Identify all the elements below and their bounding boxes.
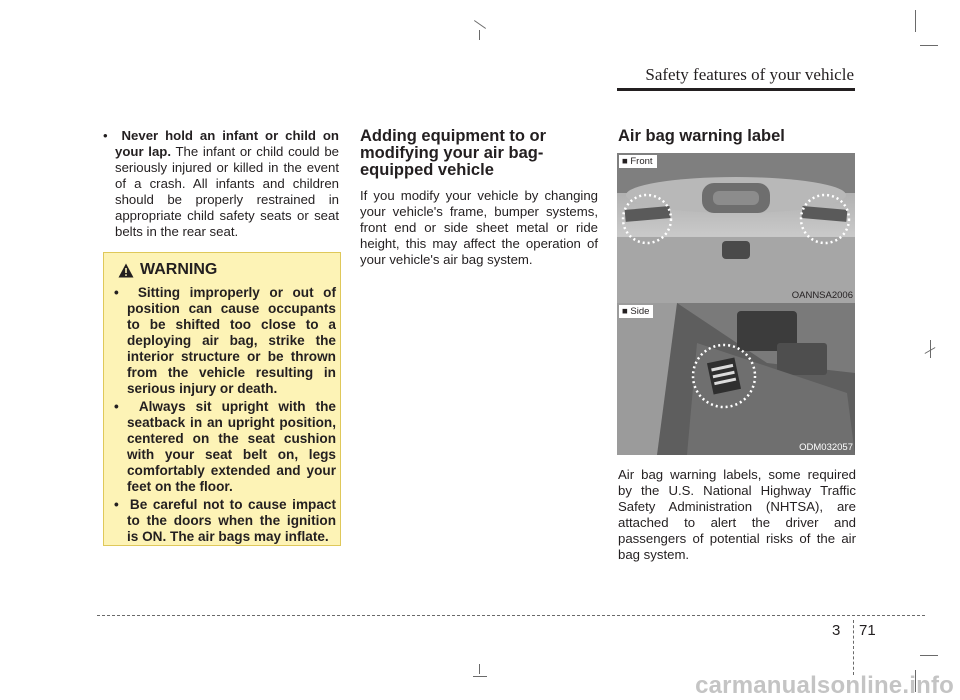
side-label-photo [617,303,855,455]
warning-list [114,285,336,547]
watermark: carmanualsonline.info [695,672,954,699]
bullet-body-text: The infant or child could be seriously injured or killed in the event of a crash. All infants and children should be properly restrained in appropriate child safety seats or seat belts in the rear seat. [115,144,339,239]
warning-box [103,252,341,546]
right-column [618,128,856,145]
side-photo-tag: ■ Side [619,305,653,318]
front-photo-tag: ■ Front [619,155,657,168]
warning-header [118,261,217,279]
header-rule [617,88,855,91]
side-photo-code: ODM032057 [799,442,853,453]
warning-item: • Be careful not to cause impact to the doors when the ignition is ON. The air bags may inflate. [114,497,336,544]
warning-item: • Sitting improperly or out of position can cause occupants to be shifted too close to a deploying air bag, strike the interior structure or be thrown from the vehicle resulting in serious injury or death. [114,285,336,396]
section-heading-modify: Adding equipment to or modifying your air bag-equipped vehicle [360,127,547,179]
section-heading-label: Air bag warning label [618,127,785,145]
page-number: 71 [859,622,876,639]
chapter-number: 3 [832,622,841,639]
modify-body-text: If you modify your vehicle by changing your vehicle's frame, bumper systems, front end or side sheet metal or ride height, this may affect the operation of your vehicle's air bag system. [360,188,598,267]
middle-column [360,128,598,268]
footer-rule [97,615,925,616]
right-body [618,467,856,563]
warning-item: • Always sit upright with the seatback in an upright position, centered on the seat cushion with your seat belt on, legs comfortably extended and your feet on the floor. [114,399,336,494]
front-label-photo [617,153,855,303]
infant-warning-bullet: • Never hold an infant or child on your lap. The infant or child could be seriously injured or killed in the event of a crash. All infants and children should be properly restrained in appropriate child safety seats or seat belts in the rear seat. [103,128,339,239]
left-column [103,128,339,240]
front-photo-code: OANNSA2006 [791,290,853,301]
bullet-bold-text: Never hold an infant or child on your lap. [115,128,339,159]
label-body-text: Air bag warning labels, some required by the U.S. National Highway Traffic Safety Administration (NHTSA), are attached to alert the driver and passengers of potential risks of the air bag system. [618,467,856,562]
warning-triangle-icon [118,263,134,278]
running-header: Safety features of your vehicle [645,65,854,84]
warning-title: WARNING [140,261,218,278]
page-separator [853,620,854,675]
